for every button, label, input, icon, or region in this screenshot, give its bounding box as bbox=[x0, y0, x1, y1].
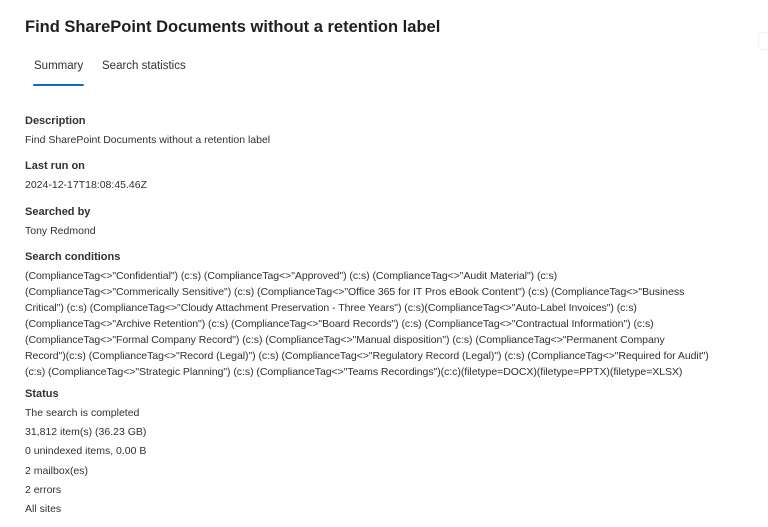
status-mailboxes: 2 mailbox(es) bbox=[25, 464, 89, 477]
status-list bbox=[25, 406, 760, 521]
search-conditions-value bbox=[25, 268, 760, 380]
page-title: Find SharePoint Documents without a retention label bbox=[25, 18, 441, 36]
search-condition-line: (ComplianceTag<>"Commerically Sensitive") (c:s) (ComplianceTag<>"Office 365 for IT Pros eBook Content") (c:s) (ComplianceTag<>"Business bbox=[25, 286, 685, 298]
searched-by-label: Searched by bbox=[25, 206, 91, 218]
status-label: Status bbox=[25, 388, 59, 400]
searched-by-value: Tony Redmond bbox=[25, 225, 96, 237]
search-conditions-label: Search conditions bbox=[25, 251, 121, 263]
status-unindexed: 0 unindexed items, 0.00 B bbox=[25, 445, 147, 458]
panel-edge bbox=[758, 32, 768, 50]
search-condition-line: (ComplianceTag<>"Confidential") (c:s) (ComplianceTag<>"Approved") (c:s) (ComplianceTag<>"Audit Material") (c:s) bbox=[25, 270, 558, 282]
tab-selected-indicator bbox=[33, 84, 84, 86]
status-section bbox=[25, 387, 760, 521]
last-run-label: Last run on bbox=[25, 160, 85, 172]
search-condition-line: Critical") (c:s) (ComplianceTag<>"Cloudy Attachment Preservation - Three Years") (c:s)(ComplianceTag<>"Auto-Label Invoices") (c:s) bbox=[25, 302, 637, 314]
searched-by-section bbox=[25, 205, 760, 239]
status-errors: 2 errors bbox=[25, 483, 62, 496]
tab-search-statistics-label: Search statistics bbox=[102, 60, 186, 72]
description-value: Find SharePoint Documents without a retention label bbox=[25, 134, 271, 146]
search-conditions-section bbox=[25, 250, 760, 380]
tab-summary-label: Summary bbox=[34, 60, 84, 72]
status-item-count: 31,812 item(s) (36.23 GB) bbox=[25, 426, 147, 439]
search-condition-line: Record")(c:s) (ComplianceTag<>"Record (Legal)") (c:s) (ComplianceTag<>"Regulatory Record (Legal)") (c:s) (ComplianceTag<>"Required for Audit") bbox=[25, 350, 709, 362]
last-run-section bbox=[25, 159, 760, 193]
tab-search-statistics[interactable] bbox=[102, 60, 186, 90]
tab-summary[interactable] bbox=[34, 60, 83, 90]
status-completion: The search is completed bbox=[25, 407, 140, 419]
search-condition-line: (ComplianceTag<>"Archive Retention") (c:s) (ComplianceTag<>"Board Records") (c:s) (ComplianceTag<>"Contractual Information") (c:s) bbox=[25, 318, 654, 330]
search-condition-line: (c:s) (ComplianceTag<>"Strategic Planning") (c:s) (ComplianceTag<>"Teams Recordings")(c:c)(filetype=DOCX)(filetype=PPTX)(filetype=XLSX) bbox=[25, 366, 683, 378]
status-sites: All sites bbox=[25, 502, 62, 515]
description-section bbox=[25, 114, 760, 148]
description-label: Description bbox=[25, 115, 86, 127]
last-run-value: 2024-12-17T18:08:45.46Z bbox=[25, 179, 148, 191]
search-condition-line: (ComplianceTag<>"Formal Company Record") (c:s) (ComplianceTag<>"Manual disposition") (c:s) (ComplianceTag<>"Permanent Company bbox=[25, 334, 665, 346]
